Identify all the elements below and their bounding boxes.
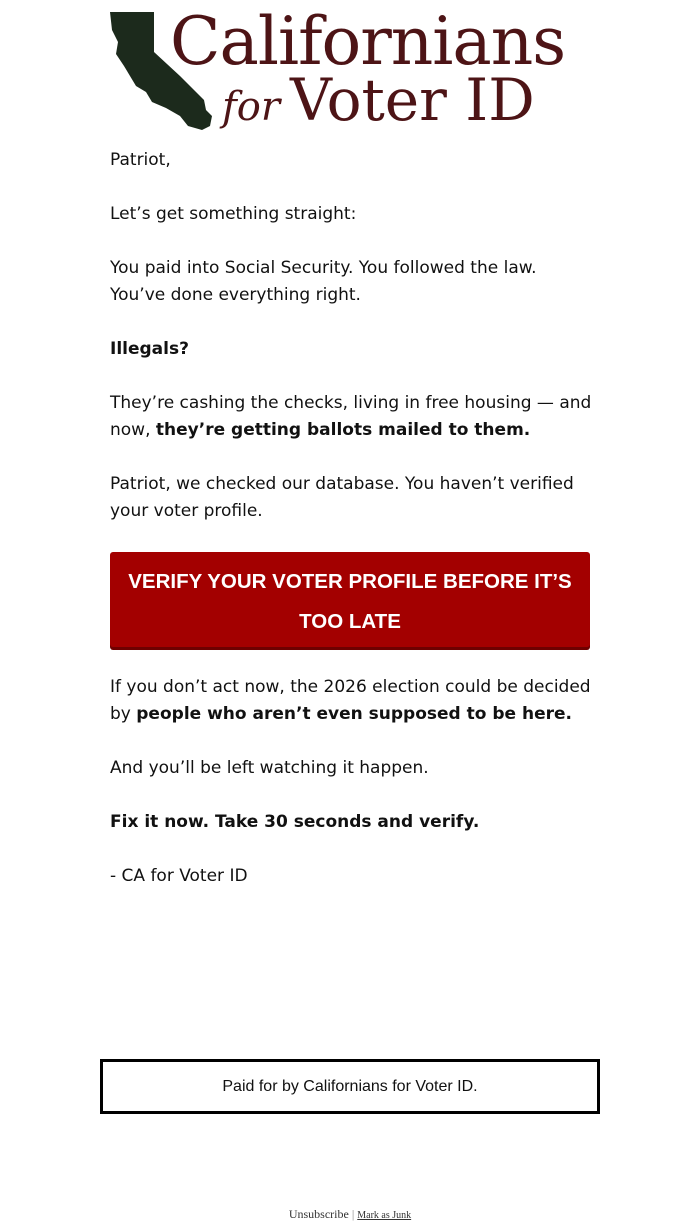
mark-as-junk-link[interactable]: Mark as Junk [357, 1210, 412, 1221]
paragraph-4-text: If you don’t act now, the 2026 election could be decided by [110, 677, 591, 724]
paragraph-5: And you’ll be left watching it happen. [110, 758, 429, 778]
greeting: Patriot, [110, 150, 171, 170]
unsubscribe-link[interactable]: Unsubscribe [288, 1207, 349, 1221]
paragraph-1: You paid into Social Security. You followed the law. You’ve done everything right. [110, 258, 537, 305]
verify-voter-profile-button[interactable]: VERIFY YOUR VOTER PROFILE BEFORE IT’S TOO LATE [110, 552, 590, 647]
paragraph-4-bold: people who aren’t even supposed to be here. [136, 704, 572, 724]
logo-voter-id: Voter ID [290, 66, 535, 134]
email-body [110, 147, 592, 917]
signoff: - CA for Voter ID [110, 866, 248, 886]
illegals-text: Illegals? [110, 339, 189, 359]
paragraph-2-bold: they’re getting ballots mailed to them. [155, 420, 531, 440]
paragraph-2-text: They’re cashing the checks, living in free housing — and now, [110, 393, 592, 440]
logo-subtitle [222, 62, 535, 145]
logo [108, 3, 593, 134]
disclaimer-text: Paid for by Californians for Voter ID. [222, 1077, 478, 1095]
paragraph-3: Patriot, we checked our database. You haven’t verified your voter profile. [110, 474, 574, 521]
paid-for-disclaimer [100, 1059, 600, 1114]
intro-text: Let’s get something straight: [110, 204, 357, 224]
logo-for: for [222, 84, 281, 130]
logo-title: Californians [170, 3, 566, 80]
paragraph-2 [110, 390, 592, 444]
email-footer [0, 1207, 700, 1222]
footer-separator: | [351, 1207, 355, 1221]
paragraph-6: Fix it now. Take 30 seconds and verify. [110, 812, 480, 832]
paragraph-4 [110, 674, 592, 728]
